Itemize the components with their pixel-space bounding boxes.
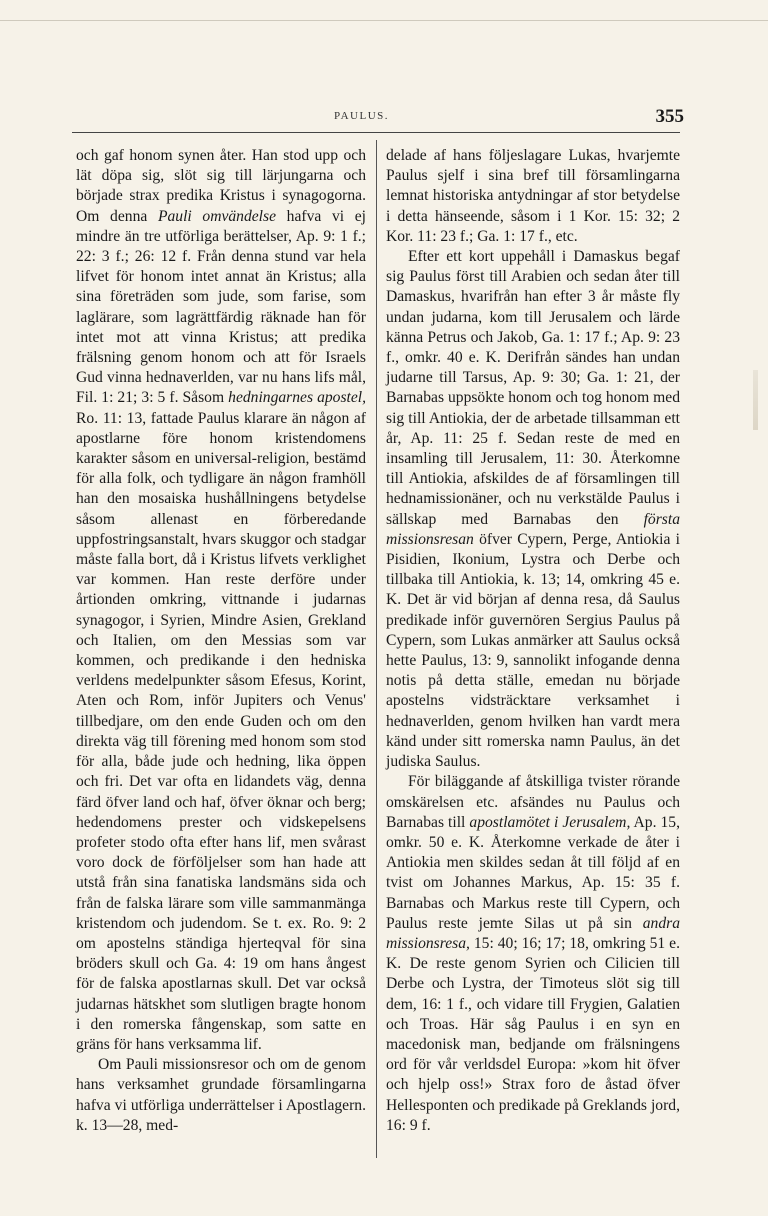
italic-term: första missionsresan bbox=[386, 510, 680, 548]
header-rule bbox=[72, 132, 680, 133]
italic-term: hedningarnes apostel, bbox=[228, 389, 367, 407]
text-run: 15: 40; 16; 17; 18, omkring 51 e. K. De reste genom Syrien och Cilicien till Derbe och Lystra, der Timoteus slöt sig till dem, 16: 1 f., och vidare till Frygien, Galatien och Troas. Här såg Paulus i en syn en macedonisk man, bedjande om frälsningens ord för vår verldsdel Europa: »kom hit öfver och hjelp oss!» Strax foro de åstad öfver Hellesponten och predikade på Greklands jord, 16: 9 f. bbox=[386, 934, 680, 1134]
italic-term: apostlamötet i Jerusalem, bbox=[469, 813, 631, 831]
left-paragraph-2: Om Pauli missionsresor och om de genom hans verksamhet grundade församlingarna hafva vi utförliga underrättelser i Apostlagern. k. 13—28, med- bbox=[76, 1056, 366, 1134]
text-run: öfver Cypern, Perge, Antiokia i Pisidien, Ikonium, Lystra och Derbe och tillbaka till Antiokia, k. 13; 14, omkring 45 e. K. Det är vid början af denna resa, då Saulus predikade inför guvernören Sergius Paulus på Cypern, som Lukas anmärker att Saulus också hette Paulus, 13: 9, sannolikt infogande denna notis på detta ställe, emedan nu började apostelns vidsträcktare verksamhet i hednaverlden, genom hvilken han vardt mera känd under sitt romerska namn Paulus, än det judiska Saulus. bbox=[386, 530, 680, 771]
text-run: Efter ett kort uppehåll i Damaskus begaf sig Paulus först till Arabien och sedan åter till Damaskus, hvarifrån han efter 3 år måste fly undan judarna, kom till Jerusalem och lärde känna Petrus och Jakob, Ga. 1: 17 f.; Ap. 9: 23 f., omkr. 40 e. K. Derifrån sändes han undan judarne till Tarsus, Ap. 9: 30; Ga. 1: 21, der Barnabas uppsökte honom och tog honom med sig till Antiokia, der de arbetade tillsamman ett år, Ap. 11: 25 f. Sedan reste de med en insamling till Jerusalem, 11: 30. Återkomne till Antiokia, afskildes de af församlingen till hednamissionäner, och nu verkstälde Paulus i sällskap med Barnabas den bbox=[386, 248, 680, 528]
left-paragraph-1 bbox=[76, 146, 366, 1055]
right-paragraph-2 bbox=[386, 247, 680, 772]
text-run: hafva vi ej mindre än tre utförliga berättelser, Ap. 9: 1 f.; 22: 3 f.; 26: 12 f. Från denna stund var hela lifvet för honom intet annat än Kristus; alla sina företräden som jude, som farise, som laglärare, som lagrättfärdig räknade han för intet mot att vinna Kristus; att predika frälsning genom honom och att för Israels Gud vinna hednaverlden, var nu hans lifs mål, Fil. 1: 21; 3: 5 f. Såsom bbox=[76, 207, 367, 407]
text-run: Ro. 11: 13, fattade Paulus klarare än någon af apostlarne före honom kristendomens karakter såsom en universal-religion, bestämd för alla folk, och tydligare än någon framhöll han den mosaiska hushållningens betydelse såsom allenast en förberedande uppfostringsanstalt, hvars skuggor och stadgar måste falla bort, då i Kristus lifvets verklighet var kommen. Han reste derföre under årtionden omkring, vittnande i judarnas synagogor, i Syrien, Mindre Asien, Grekland och Italien, om den Messias som var kommen, och predikande i den hedniska verldens medelpunkter såsom Efesus, Korint, Aten och Rom, inför Jupiters och Venus' tillbedjare, om den ende Guden och om den direkta väg till förening med honom som stod för alla, både jude och hedning, lika öppen och fri. Det var ofta en lidandets väg, denna färd öfver land och haf, öfver öknar och berg; hedendomens prester och vidskepelsens profeter stodo ofta efter hans lif, men svårast voro dock de förföljelser som han hade att utstå från sina fanatiska landsmäns sida och från de falska lärare som ville sammanmänga kristendom och judendom. Se t. ex. Ro. 9: 2 om apostelns ständiga hjerteqval för sina bröders skull och Ga. 4: 19 om hans ångest för de falska apostlarnas skull. Det var också judarnas hätskhet som slutligen bragte honom i den romerska fångenskap, som satte en gräns för hans verksamma lif. bbox=[76, 409, 366, 1053]
left-column bbox=[76, 146, 366, 1136]
column-divider bbox=[376, 140, 377, 1158]
page-number: 355 bbox=[655, 106, 684, 127]
text-run: För biläggande af åtskilliga tvister rörande omskärelsen etc. afsändes nu Paulus och Barnabas till bbox=[386, 773, 680, 831]
running-head: PAULUS. bbox=[334, 110, 390, 122]
scan-top-rule bbox=[0, 20, 768, 21]
italic-term: andra missionsresa, bbox=[386, 914, 680, 952]
text-run: Ap. 15, omkr. 50 e. K. Återkomne verkade de åter i Antiokia men skildes sedan åt till följd af en tvist om Johannes Markus, Ap. 15: 35 f. Barnabas och Markus reste till Cypern, och Paulus reste jemte Silas ut på sin bbox=[386, 813, 680, 932]
text-run: och gaf honom synen åter. Han stod upp och lät döpa sig, slöt sig till lärjungarna och började strax predika Kristus i synagogorna. Om denna bbox=[76, 147, 366, 225]
right-paragraph-3 bbox=[386, 772, 680, 1136]
right-paragraph-1: delade af hans följeslagare Lukas, hvarjemte Paulus sjelf i sina bref till församlingarna lemnat historiska antydningar af stor betydelse i detta hänseende, såsom i 1 Kor. 15: 32; 2 Kor. 11: 23 f.; Ga. 1: 17 f., etc. bbox=[386, 147, 680, 245]
italic-term: Pauli omvändelse bbox=[157, 207, 277, 225]
scan-edge-mark bbox=[753, 370, 758, 430]
right-column bbox=[386, 146, 680, 1136]
